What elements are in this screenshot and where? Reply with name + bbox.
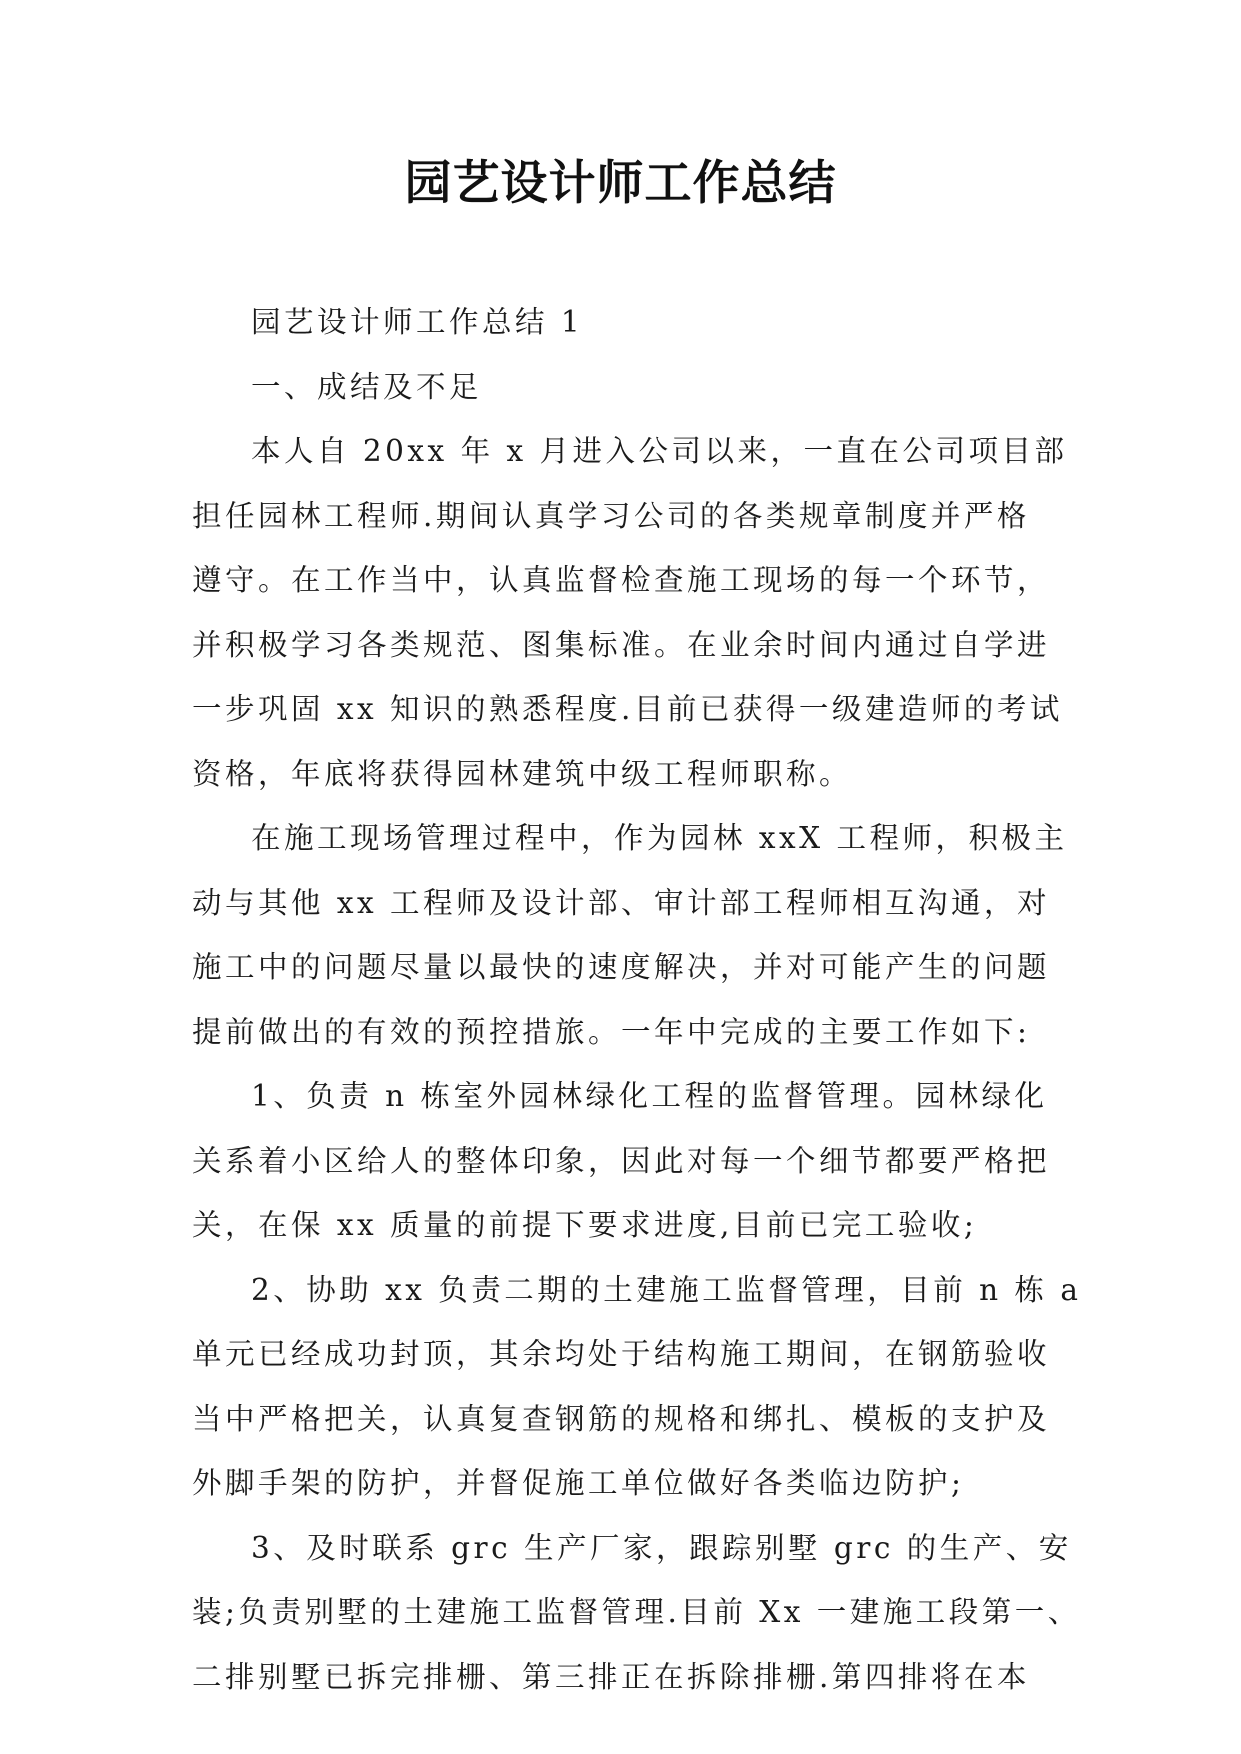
text-line: 并积极学习各类规范、图集标准。在业余时间内通过自学进 bbox=[192, 627, 1051, 662]
text-line: 关，在保 xx 质量的前提下要求进度,目前已完工验收; bbox=[192, 1208, 978, 1242]
text-line: 一步巩固 xx 知识的熟悉程度.目前已获得一级建造师的考试 bbox=[192, 692, 1063, 726]
text-line: 外脚手架的防护，并督促施工单位做好各类临边防护; bbox=[192, 1466, 965, 1500]
text-line: 施工中的问题尽量以最快的速度解决，并对可能产生的问题 bbox=[192, 950, 1051, 984]
text-line: 担任园林工程师.期间认真学习公司的各类规章制度并严格 bbox=[192, 498, 1030, 533]
text-line: 资格，年底将获得园林建筑中级工程师职称。 bbox=[192, 756, 853, 791]
text-line: 提前做出的有效的预控措旅。一年中完成的主要工作如下: bbox=[192, 1014, 1031, 1049]
text-line: 遵守。在工作当中，认真监督检查施工现场的每一个环节， bbox=[192, 563, 1051, 597]
document-title: 园艺设计师工作总结 bbox=[404, 156, 837, 211]
text-line: 一、成结及不足 bbox=[251, 369, 483, 404]
text-line: 在施工现场管理过程中，作为园林 xxX 工程师，积极主 bbox=[251, 821, 1068, 855]
text-line: 2、协助 xx 负责二期的土建施工监督管理，目前 n 栋 a bbox=[251, 1272, 1082, 1307]
text-line: 1、负责 n 栋室外园林绿化工程的监督管理。园林绿化 bbox=[251, 1079, 1048, 1113]
text-line: 园艺设计师工作总结 1 bbox=[251, 305, 584, 339]
text-line: 动与其他 xx 工程师及设计部、审计部工程师相互沟通，对 bbox=[192, 885, 1051, 920]
text-line: 当中严格把关，认真复查钢筋的规格和绑扎、模板的支护及 bbox=[192, 1401, 1051, 1436]
document-body bbox=[192, 290, 1082, 1709]
text-line: 单元已经成功封顶，其余均处于结构施工期间，在钢筋验收 bbox=[192, 1337, 1051, 1371]
text-line: 装;负责别墅的土建施工监督管理.目前 Xx 一建施工段第一、 bbox=[192, 1595, 1081, 1629]
text-line: 二排别墅已拆完排栅、第三排正在拆除排栅.第四排将在本 bbox=[192, 1659, 1030, 1694]
text-line: 3、及时联系 grc 生产厂家，跟踪别墅 grc 的生产、安 bbox=[251, 1530, 1072, 1565]
text-line: 本人自 20xx 年 x 月进入公司以来，一直在公司项目部 bbox=[251, 434, 1068, 468]
text-line: 关系着小区给人的整体印象，因此对每一个细节都要严格把 bbox=[192, 1143, 1051, 1178]
